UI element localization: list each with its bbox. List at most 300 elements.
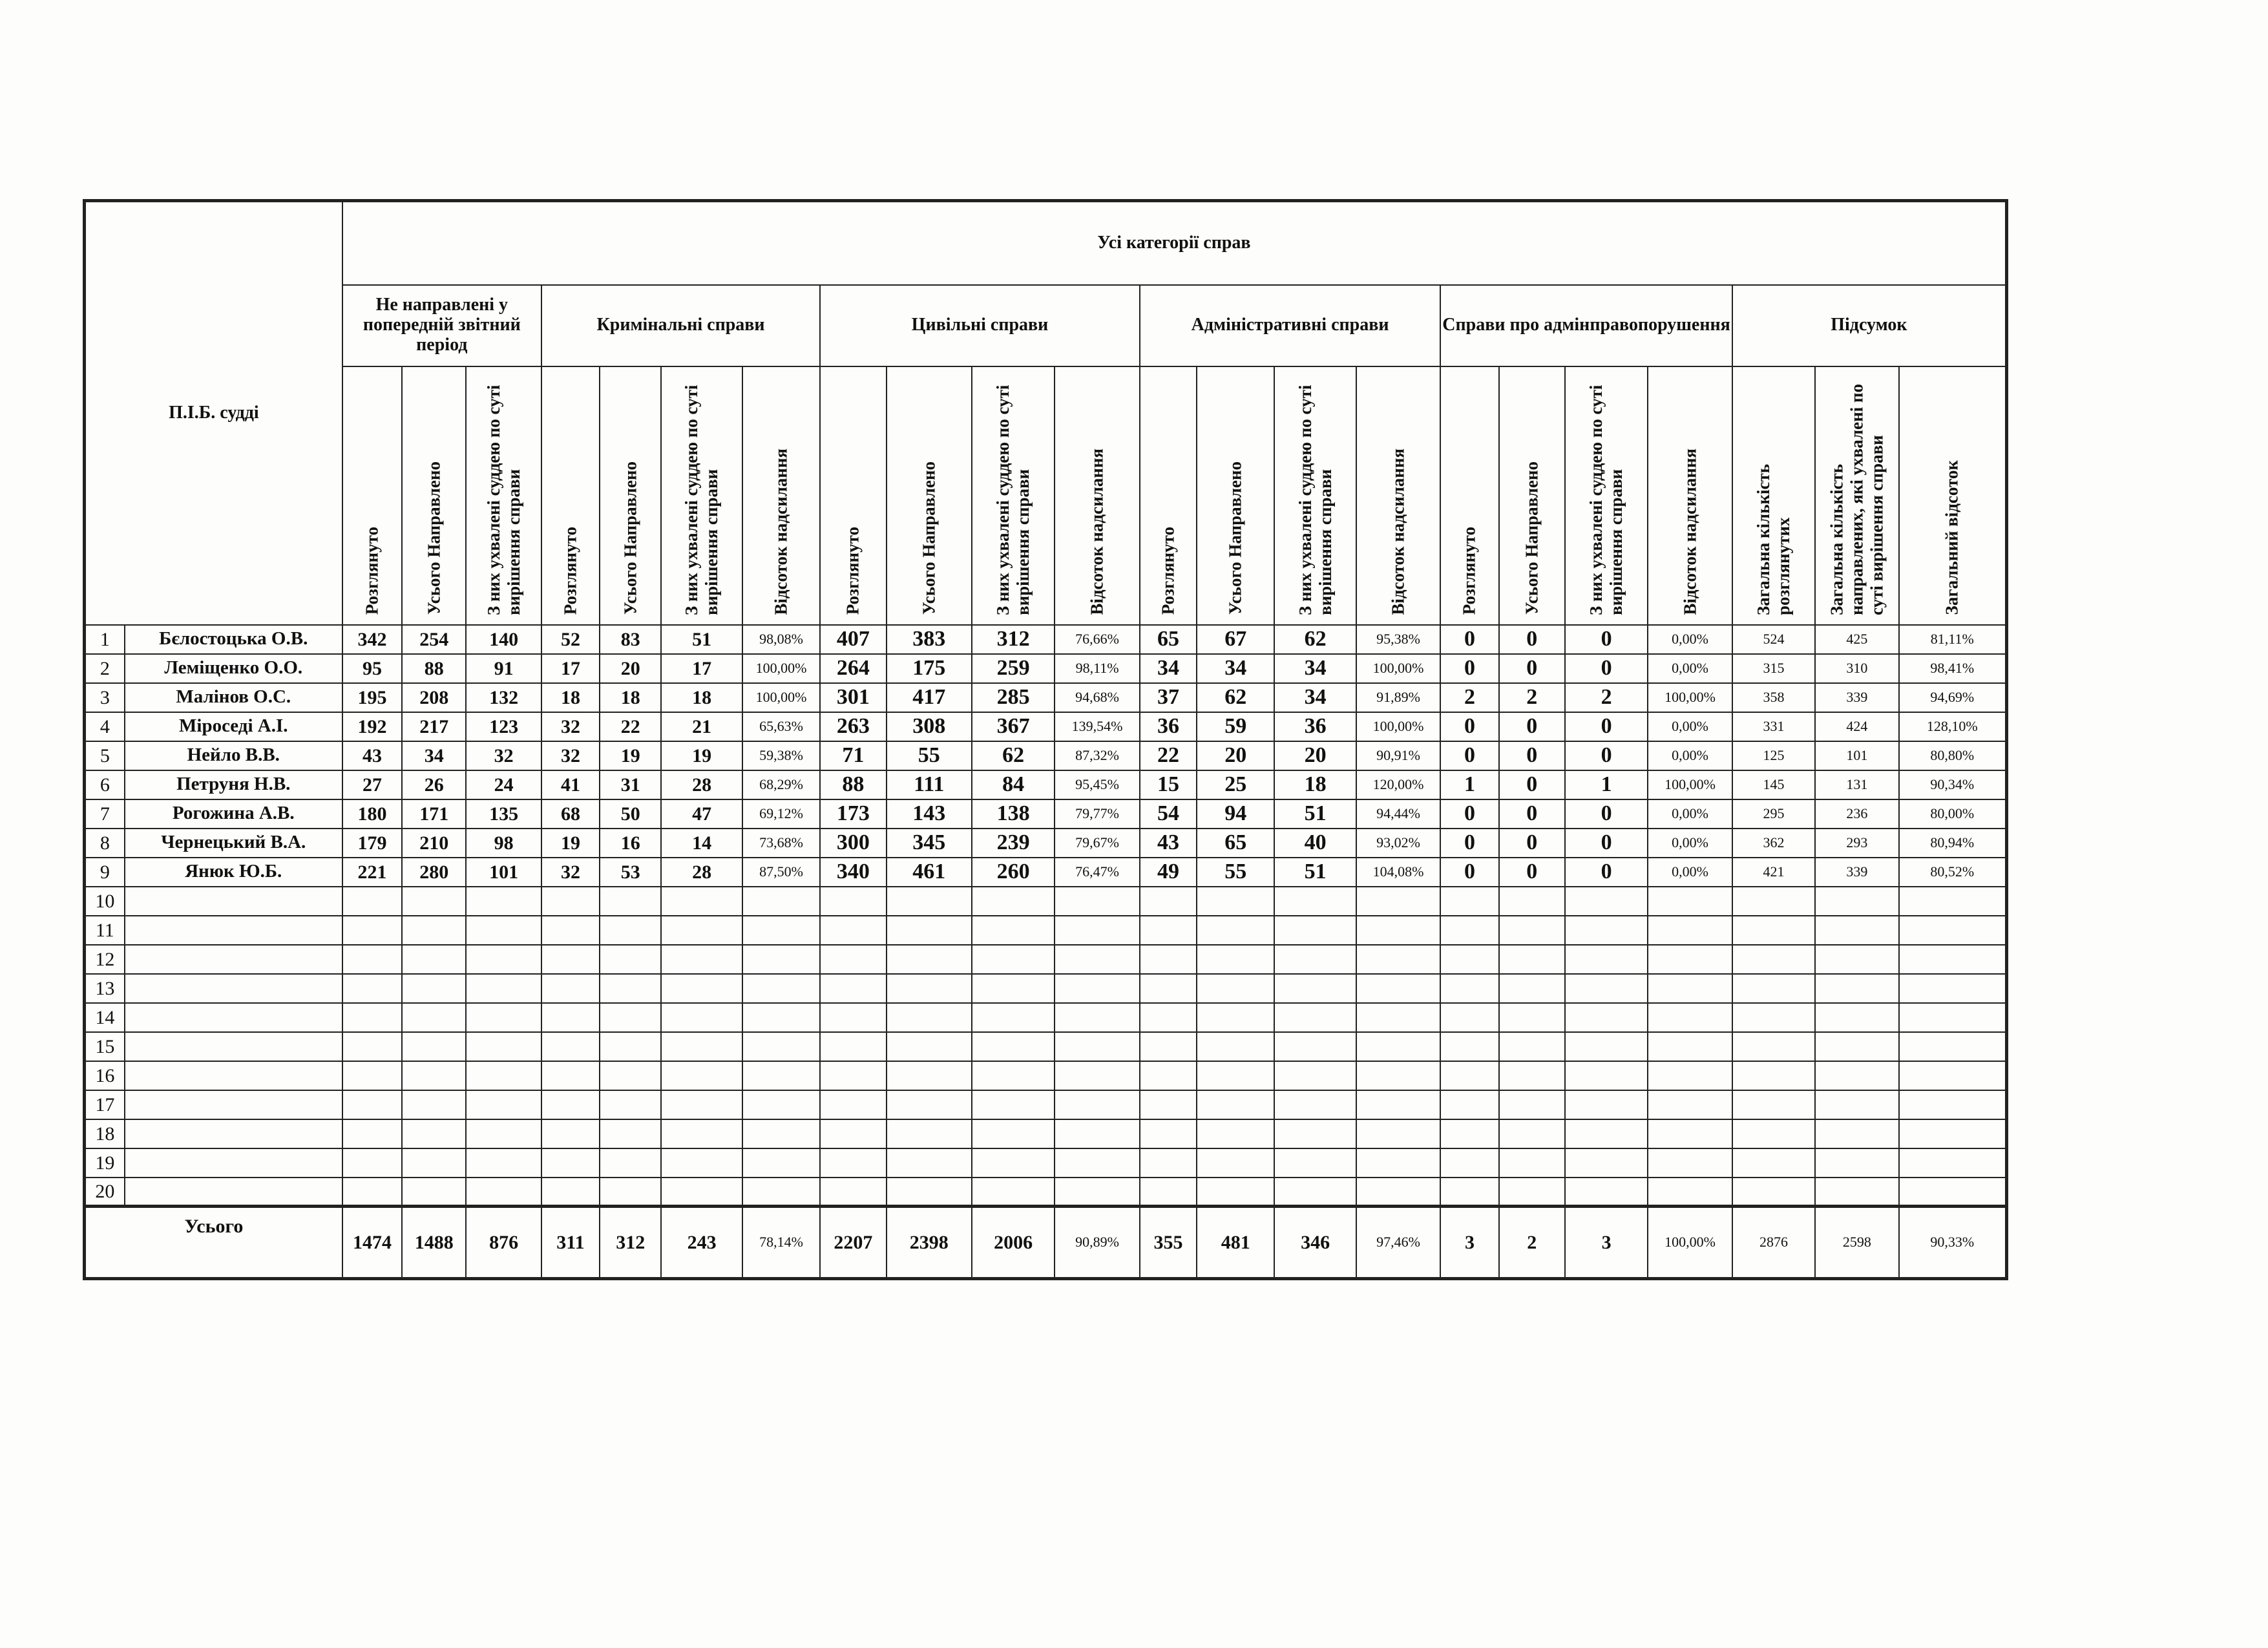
- table-cell: [600, 1119, 661, 1148]
- table-cell: [661, 1119, 742, 1148]
- table-cell: [600, 974, 661, 1003]
- table-cell: 0: [1499, 654, 1565, 683]
- table-cell: [972, 1032, 1055, 1061]
- table-cell: 67: [1197, 625, 1274, 654]
- judge-name: [125, 1178, 342, 1207]
- table-cell: [1197, 1003, 1274, 1032]
- table-cell: [972, 1178, 1055, 1207]
- table-cell: [1197, 1090, 1274, 1119]
- table-cell: 285: [972, 683, 1055, 712]
- table-cell: 15: [1140, 770, 1197, 799]
- table-cell: [1732, 1119, 1815, 1148]
- column-header-rozgl: [342, 366, 402, 625]
- table-cell: 135: [466, 799, 541, 829]
- column-header-label: Відсоток надсилання: [1388, 448, 1408, 615]
- group-header-civil: Цивільні справи: [820, 285, 1140, 366]
- table-cell: [342, 974, 402, 1003]
- table-cell: 0: [1565, 625, 1648, 654]
- table-row: [85, 1003, 2007, 1032]
- row-number: 3: [85, 683, 125, 712]
- table-cell: 367: [972, 712, 1055, 741]
- column-header-label: З них ухвалені суддею по суті вирішення справи: [1295, 385, 1335, 615]
- table-cell: [1197, 974, 1274, 1003]
- total-label: Усього: [85, 1207, 342, 1279]
- table-cell: [820, 1061, 886, 1090]
- table-cell: [1648, 1148, 1732, 1178]
- table-cell: [1899, 1119, 2007, 1148]
- table-cell: 179: [342, 829, 402, 858]
- table-cell: [1732, 1178, 1815, 1207]
- table-cell: [1815, 1148, 1898, 1178]
- column-header-uhv: [661, 366, 742, 625]
- table-cell: 51: [661, 625, 742, 654]
- table-cell: 34: [1274, 654, 1356, 683]
- column-header-label: Відсоток надсилання: [771, 448, 791, 615]
- table-cell: [1499, 1003, 1565, 1032]
- column-header-rozgl: [820, 366, 886, 625]
- total-cell: 2876: [1732, 1207, 1815, 1279]
- judge-name: Нейло В.В.: [125, 741, 342, 770]
- table-cell: [1499, 1032, 1565, 1061]
- table-cell: [466, 974, 541, 1003]
- table-cell: [600, 1178, 661, 1207]
- table-cell: 180: [342, 799, 402, 829]
- table-cell: 123: [466, 712, 541, 741]
- row-number: 5: [85, 741, 125, 770]
- table-cell: [820, 916, 886, 945]
- table-cell: [342, 1119, 402, 1148]
- table-cell: [1197, 1148, 1274, 1178]
- table-cell: [1055, 1148, 1139, 1178]
- column-header-napr: [600, 366, 661, 625]
- column-header-napr: [887, 366, 972, 625]
- table-cell: [972, 1090, 1055, 1119]
- table-cell: 0: [1440, 625, 1498, 654]
- table-cell: 37: [1140, 683, 1197, 712]
- table-cell: [466, 1061, 541, 1090]
- table-cell: [661, 887, 742, 916]
- table-cell: [661, 945, 742, 974]
- total-cell: 2598: [1815, 1207, 1898, 1279]
- judge-name: [125, 1090, 342, 1119]
- judge-name: [125, 974, 342, 1003]
- table-cell: [661, 1178, 742, 1207]
- table-cell: 80,00%: [1899, 799, 2007, 829]
- table-cell: [742, 945, 820, 974]
- table-cell: [1140, 945, 1197, 974]
- table-row: [85, 1090, 2007, 1119]
- table-row: [85, 799, 2007, 829]
- table-cell: [342, 887, 402, 916]
- judge-name: [125, 945, 342, 974]
- table-cell: [541, 1061, 600, 1090]
- table-cell: [1732, 916, 1815, 945]
- table-cell: [1815, 1003, 1898, 1032]
- total-cell: 876: [466, 1207, 541, 1279]
- table-cell: 27: [342, 770, 402, 799]
- row-number: 2: [85, 654, 125, 683]
- table-cell: [661, 1090, 742, 1119]
- table-cell: 0,00%: [1648, 829, 1732, 858]
- table-cell: [1356, 1178, 1440, 1207]
- table-cell: [1440, 974, 1498, 1003]
- table-cell: 0: [1499, 712, 1565, 741]
- table-cell: 87,50%: [742, 858, 820, 887]
- table-cell: 59,38%: [742, 741, 820, 770]
- row-number: 9: [85, 858, 125, 887]
- row-number: 7: [85, 799, 125, 829]
- column-header-label: Розглянуто: [843, 527, 863, 615]
- table-cell: [1356, 1032, 1440, 1061]
- table-cell: [1815, 1032, 1898, 1061]
- table-cell: [1356, 1003, 1440, 1032]
- all-categories-header: Усі категорії справ: [342, 201, 2007, 285]
- table-row: [85, 858, 2007, 887]
- table-cell: 345: [887, 829, 972, 858]
- table-cell: 24: [466, 770, 541, 799]
- table-cell: 0: [1499, 770, 1565, 799]
- table-cell: 0: [1499, 858, 1565, 887]
- table-cell: 95,45%: [1055, 770, 1139, 799]
- table-cell: [1499, 1061, 1565, 1090]
- table-cell: [1055, 1178, 1139, 1207]
- table-cell: [1274, 887, 1356, 916]
- table-cell: [541, 1119, 600, 1148]
- column-header-label: З них ухвалені суддею по суті вирішення справи: [483, 385, 523, 615]
- table-cell: [1055, 916, 1139, 945]
- table-cell: 208: [402, 683, 466, 712]
- table-cell: 280: [402, 858, 466, 887]
- total-cell: 355: [1140, 1207, 1197, 1279]
- table-cell: 524: [1732, 625, 1815, 654]
- row-number: 1: [85, 625, 125, 654]
- table-cell: [887, 1119, 972, 1148]
- judge-name: Рогожина А.В.: [125, 799, 342, 829]
- table-cell: [600, 1003, 661, 1032]
- table-cell: [1356, 945, 1440, 974]
- table-cell: 210: [402, 829, 466, 858]
- table-cell: 145: [1732, 770, 1815, 799]
- table-cell: 0: [1440, 829, 1498, 858]
- table-cell: 83: [600, 625, 661, 654]
- table-cell: 417: [887, 683, 972, 712]
- table-cell: [1499, 1178, 1565, 1207]
- table-cell: [466, 916, 541, 945]
- table-cell: [541, 887, 600, 916]
- table-cell: 52: [541, 625, 600, 654]
- table-cell: [466, 1119, 541, 1148]
- table-cell: [887, 945, 972, 974]
- table-cell: [466, 1032, 541, 1061]
- total-cell: 3: [1440, 1207, 1498, 1279]
- column-header-label: Відсоток надсилання: [1087, 448, 1107, 615]
- table-cell: [402, 1090, 466, 1119]
- table-cell: 53: [600, 858, 661, 887]
- column-header-label: З них ухвалені суддею по суті вирішення справи: [682, 385, 722, 615]
- table-cell: 192: [342, 712, 402, 741]
- total-cell: 2006: [972, 1207, 1055, 1279]
- table-cell: [1140, 887, 1197, 916]
- table-cell: [541, 974, 600, 1003]
- table-cell: 125: [1732, 741, 1815, 770]
- table-cell: [1440, 1032, 1498, 1061]
- row-number: 11: [85, 916, 125, 945]
- table-cell: 171: [402, 799, 466, 829]
- total-cell: 78,14%: [742, 1207, 820, 1279]
- table-cell: 340: [820, 858, 886, 887]
- table-cell: 132: [466, 683, 541, 712]
- table-cell: 100,00%: [1648, 770, 1732, 799]
- table-cell: 0: [1565, 829, 1648, 858]
- table-cell: [1815, 887, 1898, 916]
- table-cell: 94,44%: [1356, 799, 1440, 829]
- column-header-label: З них ухвалені суддею по суті вирішення справи: [993, 385, 1033, 615]
- table-cell: [1197, 916, 1274, 945]
- table-row: [85, 625, 2007, 654]
- table-cell: [1197, 945, 1274, 974]
- table-cell: 68,29%: [742, 770, 820, 799]
- table-cell: [1440, 945, 1498, 974]
- table-cell: [1274, 916, 1356, 945]
- table-cell: [887, 1148, 972, 1178]
- table-cell: 131: [1815, 770, 1898, 799]
- total-cell: 1488: [402, 1207, 466, 1279]
- table-cell: [1140, 1061, 1197, 1090]
- table-cell: 28: [661, 770, 742, 799]
- row-number: 16: [85, 1061, 125, 1090]
- table-cell: 81,11%: [1899, 625, 2007, 654]
- table-cell: [1732, 974, 1815, 1003]
- table-cell: 140: [466, 625, 541, 654]
- table-cell: 98,11%: [1055, 654, 1139, 683]
- judge-name: Чернецький В.А.: [125, 829, 342, 858]
- table-cell: [887, 1061, 972, 1090]
- table-cell: 339: [1815, 683, 1898, 712]
- table-cell: 80,80%: [1899, 741, 2007, 770]
- table-cell: [1499, 916, 1565, 945]
- table-cell: 20: [600, 654, 661, 683]
- table-cell: 31: [600, 770, 661, 799]
- table-cell: [342, 945, 402, 974]
- table-cell: 259: [972, 654, 1055, 683]
- table-cell: [1899, 945, 2007, 974]
- table-cell: 100,00%: [1648, 683, 1732, 712]
- table-cell: [742, 1003, 820, 1032]
- table-cell: 0,00%: [1648, 654, 1732, 683]
- table-cell: 32: [466, 741, 541, 770]
- table-cell: [742, 1119, 820, 1148]
- table-cell: 20: [1197, 741, 1274, 770]
- table-cell: 68: [541, 799, 600, 829]
- table-cell: [466, 887, 541, 916]
- table-cell: 100,00%: [742, 683, 820, 712]
- table-cell: 88: [820, 770, 886, 799]
- table-cell: 73,68%: [742, 829, 820, 858]
- table-cell: [1815, 1119, 1898, 1148]
- table-row: [85, 829, 2007, 858]
- table-cell: 62: [1274, 625, 1356, 654]
- table-cell: 0: [1440, 741, 1498, 770]
- table-cell: 93,02%: [1356, 829, 1440, 858]
- table-cell: [342, 1148, 402, 1178]
- judge-name: Бєлостоцька О.В.: [125, 625, 342, 654]
- table-cell: [1197, 887, 1274, 916]
- table-cell: [1732, 1003, 1815, 1032]
- table-cell: [887, 1178, 972, 1207]
- table-cell: [402, 887, 466, 916]
- table-cell: 69,12%: [742, 799, 820, 829]
- table-cell: 100,00%: [1356, 712, 1440, 741]
- table-row: [85, 1061, 2007, 1090]
- table-cell: [1565, 916, 1648, 945]
- table-cell: 128,10%: [1899, 712, 2007, 741]
- table-cell: 1: [1565, 770, 1648, 799]
- table-cell: [742, 1090, 820, 1119]
- table-cell: [1565, 1003, 1648, 1032]
- table-cell: [1197, 1119, 1274, 1148]
- column-header-label: Усього Направлено: [1522, 461, 1542, 615]
- table-cell: [1648, 1119, 1732, 1148]
- table-row: [85, 974, 2007, 1003]
- table-cell: 173: [820, 799, 886, 829]
- table-cell: [820, 1032, 886, 1061]
- table-cell: [1055, 945, 1139, 974]
- table-cell: [887, 1003, 972, 1032]
- table-cell: [1356, 1119, 1440, 1148]
- total-cell: 100,00%: [1648, 1207, 1732, 1279]
- table-cell: [1899, 1148, 2007, 1178]
- table-cell: [661, 916, 742, 945]
- table-cell: 36: [1274, 712, 1356, 741]
- table-cell: [887, 916, 972, 945]
- column-header-napr: [1197, 366, 1274, 625]
- table-cell: 339: [1815, 858, 1898, 887]
- table-cell: [342, 1061, 402, 1090]
- table-cell: [1899, 887, 2007, 916]
- table-cell: 2: [1440, 683, 1498, 712]
- total-row: [85, 1207, 2007, 1279]
- table-cell: [972, 1119, 1055, 1148]
- table-cell: 18: [600, 683, 661, 712]
- table-cell: [1899, 1003, 2007, 1032]
- table-cell: 28: [661, 858, 742, 887]
- table-cell: [661, 1003, 742, 1032]
- column-header-label: Розглянуто: [1459, 527, 1479, 615]
- total-cell: 311: [541, 1207, 600, 1279]
- table-cell: 65: [1140, 625, 1197, 654]
- table-cell: 87,32%: [1055, 741, 1139, 770]
- table-cell: [402, 1061, 466, 1090]
- table-cell: 25: [1197, 770, 1274, 799]
- table-cell: 18: [1274, 770, 1356, 799]
- table-cell: [1815, 974, 1898, 1003]
- total-cell: 346: [1274, 1207, 1356, 1279]
- table-cell: 34: [402, 741, 466, 770]
- table-cell: 0: [1565, 799, 1648, 829]
- table-cell: 0: [1440, 799, 1498, 829]
- table-cell: [342, 1178, 402, 1207]
- table-cell: 14: [661, 829, 742, 858]
- total-cell: 90,89%: [1055, 1207, 1139, 1279]
- table-cell: 424: [1815, 712, 1898, 741]
- table-cell: 236: [1815, 799, 1898, 829]
- table-cell: [742, 1148, 820, 1178]
- column-header-label: Усього Направлено: [424, 461, 444, 615]
- table-cell: 461: [887, 858, 972, 887]
- table-cell: 1: [1440, 770, 1498, 799]
- table-cell: 308: [887, 712, 972, 741]
- table-cell: 79,77%: [1055, 799, 1139, 829]
- column-header-label: Усього Направлено: [919, 461, 939, 615]
- table-cell: [1815, 1178, 1898, 1207]
- table-cell: 301: [820, 683, 886, 712]
- table-cell: [972, 1148, 1055, 1178]
- table-cell: 19: [541, 829, 600, 858]
- table-cell: [1899, 916, 2007, 945]
- table-cell: [1648, 887, 1732, 916]
- total-cell: 312: [600, 1207, 661, 1279]
- table-cell: [972, 916, 1055, 945]
- table-cell: 383: [887, 625, 972, 654]
- table-cell: [342, 1003, 402, 1032]
- table-cell: [820, 1178, 886, 1207]
- row-number: 14: [85, 1003, 125, 1032]
- table-cell: [887, 974, 972, 1003]
- table-cell: 65: [1197, 829, 1274, 858]
- group-header-administrative: Адміністративні справи: [1140, 285, 1441, 366]
- column-header-label: Загальна кількість розглянутих: [1753, 463, 1793, 615]
- table-cell: 36: [1140, 712, 1197, 741]
- table-cell: 310: [1815, 654, 1898, 683]
- column-header-label: З них ухвалені суддею по суті вирішення справи: [1586, 385, 1626, 615]
- table-row: [85, 1148, 2007, 1178]
- table-cell: 0: [1440, 654, 1498, 683]
- column-header-uhv: [1565, 366, 1648, 625]
- table-cell: [1140, 1003, 1197, 1032]
- column-header-total-napr: [1815, 366, 1898, 625]
- table-cell: 293: [1815, 829, 1898, 858]
- column-header-vidsotok: [742, 366, 820, 625]
- table-cell: 26: [402, 770, 466, 799]
- row-number: 8: [85, 829, 125, 858]
- table-cell: [600, 887, 661, 916]
- table-cell: [600, 1090, 661, 1119]
- table-cell: [1499, 945, 1565, 974]
- table-cell: 91,89%: [1356, 683, 1440, 712]
- row-number: 17: [85, 1090, 125, 1119]
- table-cell: 54: [1140, 799, 1197, 829]
- table-cell: 94: [1197, 799, 1274, 829]
- table-cell: 331: [1732, 712, 1815, 741]
- table-cell: [1648, 1090, 1732, 1119]
- table-cell: [1732, 1032, 1815, 1061]
- table-cell: [600, 1148, 661, 1178]
- table-cell: 342: [342, 625, 402, 654]
- table-cell: 0: [1499, 829, 1565, 858]
- table-cell: [820, 1148, 886, 1178]
- table-cell: [1648, 1061, 1732, 1090]
- table-row: [85, 945, 2007, 974]
- row-number: 4: [85, 712, 125, 741]
- table-cell: [600, 945, 661, 974]
- table-cell: [1648, 974, 1732, 1003]
- table-cell: [1648, 1178, 1732, 1207]
- table-cell: 0: [1499, 799, 1565, 829]
- table-cell: [1565, 945, 1648, 974]
- table-cell: [1140, 916, 1197, 945]
- table-cell: [661, 1032, 742, 1061]
- row-number: 13: [85, 974, 125, 1003]
